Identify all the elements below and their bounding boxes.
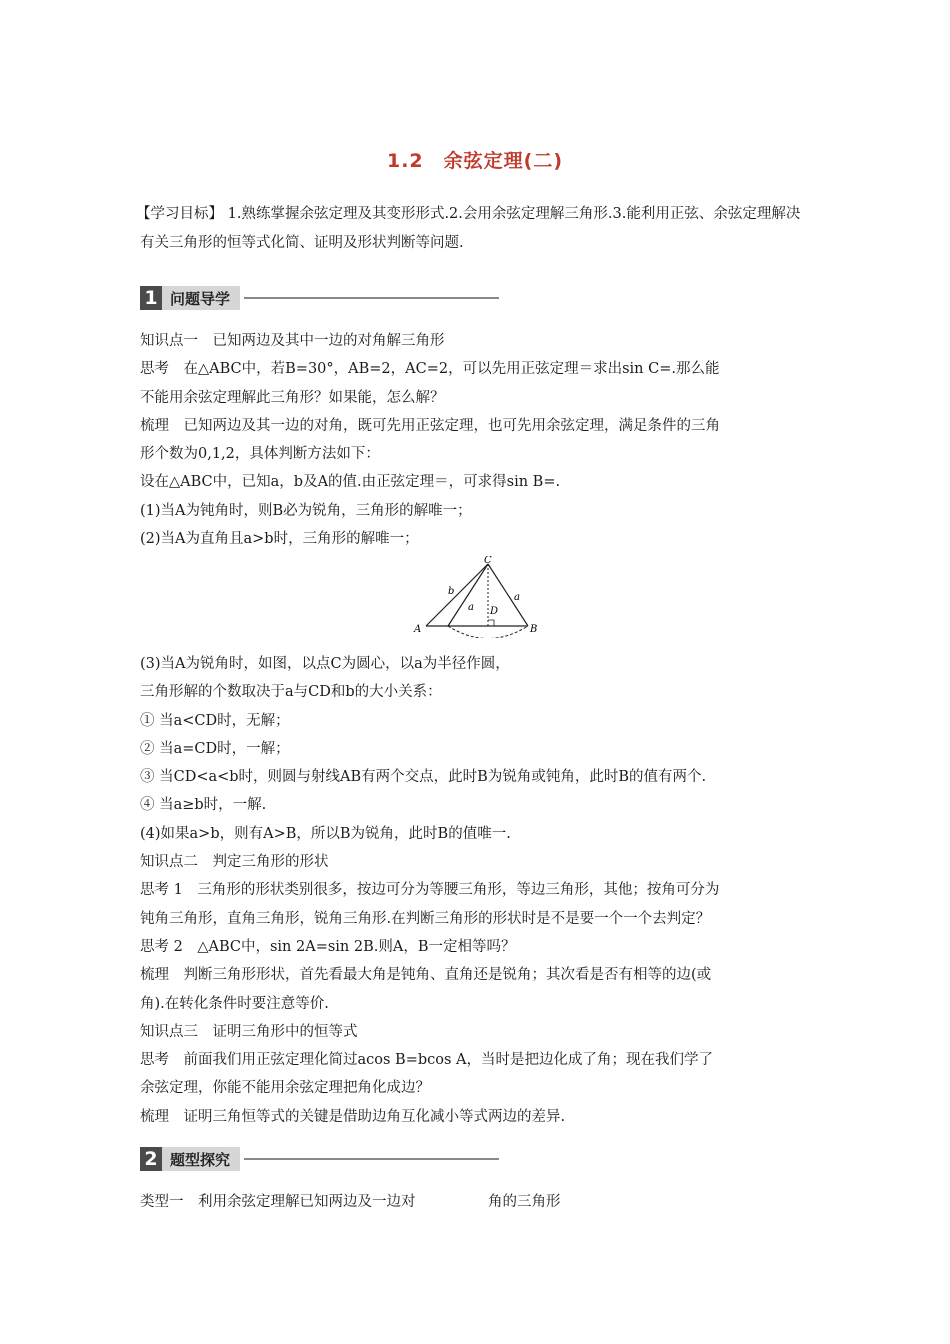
text-line: 梳理 判断三角形形状，首先看最大角是钝角、直角还是锐角；其次看是否有相等的边(或	[140, 967, 712, 984]
goal-text: 1.熟练掌握余弦定理及其变形形式.2.会用余弦定理解三角形.3.能利用正弦、余弦定理解决有关三角形的恒等式化简、证明及形状判断等问题.	[140, 206, 801, 251]
section-title: 题型探究	[162, 1147, 240, 1171]
section-rule	[244, 1158, 499, 1160]
text-line: 思考 1 三角形的形状类别很多，按边可分为等腰三角形，等边三角形，其他；按角可分为	[140, 882, 720, 899]
label-D: D	[490, 606, 499, 617]
text-line: 梳理 证明三角恒等式的关键是借助边角互化减小等式两边的差异.	[140, 1108, 566, 1125]
body-text-block-2	[140, 650, 812, 1131]
label-C: C	[484, 556, 492, 566]
text-line: 思考 在△ABC中，若B=30°，AB=2，AC=2，可以先用正弦定理＝求出sin C=.那么能	[140, 361, 720, 378]
text-line: 知识点三 证明三角形中的恒等式	[140, 1023, 358, 1040]
type-heading: 类型一 利用余弦定理解已知两边及一边对 角的三角形	[140, 1194, 561, 1210]
text-line: ② 当a=CD时，一解；	[140, 740, 290, 757]
section-header-1	[140, 286, 499, 310]
body-text-block-1	[140, 327, 812, 553]
text-line: 三角形解的个数取决于a与CD和b的大小关系：	[140, 684, 442, 701]
label-a-outer: a	[514, 592, 520, 603]
text-line: 形个数为0,1,2，具体判断方法如下：	[140, 446, 380, 463]
text-line: 思考 2 △ABC中，sin 2A=sin 2B.则A，B一定相等吗？	[140, 938, 516, 955]
text-line: 不能用余弦定理解此三角形？如果能，怎么解？	[140, 389, 445, 406]
text-line: (3)当A为锐角时，如图，以点C为圆心，以a为半径作圆，	[140, 656, 510, 672]
text-line: 知识点二 判定三角形的形状	[140, 854, 329, 871]
text-line: (4)如果a>b，则有A>B，所以B为锐角，此时B的值唯一.	[140, 825, 511, 842]
label-a-inner: a	[468, 602, 474, 613]
text-line: 知识点一 已知两边及其中一边的对角解三角形	[140, 333, 445, 349]
section-number: 2	[140, 1147, 162, 1171]
label-A: A	[414, 624, 422, 635]
text-line: (2)当A为直角且a>b时，三角形的解唯一；	[140, 531, 419, 548]
label-B: B	[530, 624, 538, 635]
learning-goals	[136, 200, 812, 258]
text-line: ③ 当CD<a<b时，则圆与射线AB有两个交点，此时B为锐角或钝角，此时B的值有两个.	[140, 769, 707, 786]
text-line: (1)当A为钝角时，则B必为锐角，三角形的解唯一；	[140, 502, 472, 519]
text-line: 设在△ABC中，已知a，b及A的值.由正弦定理＝，可求得sin B=.	[140, 474, 561, 491]
text-line: 余弦定理，你能不能用余弦定理把角化成边？	[140, 1080, 430, 1097]
label-b: b	[448, 586, 455, 597]
section-rule	[244, 297, 499, 299]
page-title: 1.2 余弦定理(二)	[386, 150, 564, 172]
section-header-2	[140, 1147, 499, 1171]
text-line: 思考 前面我们用正弦定理化简过acos B=bcos A，当时是把边化成了角；现在我们学了	[140, 1052, 714, 1069]
text-line: 钝角三角形，直角三角形，锐角三角形.在判断三角形的形状时是不是要一个一个去判定？	[140, 910, 711, 927]
goal-label: 【学习目标】	[136, 206, 223, 222]
text-line: ④ 当a≥b时，一解.	[140, 797, 267, 814]
section-number: 1	[140, 286, 162, 310]
text-line: 梳理 已知两边及其一边的对角，既可先用正弦定理，也可先用余弦定理，满足条件的三角	[140, 417, 720, 434]
text-line: 角).在转化条件时要注意等价.	[140, 995, 329, 1012]
triangle-diagram	[408, 556, 548, 638]
section-title: 问题导学	[162, 286, 240, 310]
text-line: ① 当a<CD时，无解；	[140, 712, 290, 729]
